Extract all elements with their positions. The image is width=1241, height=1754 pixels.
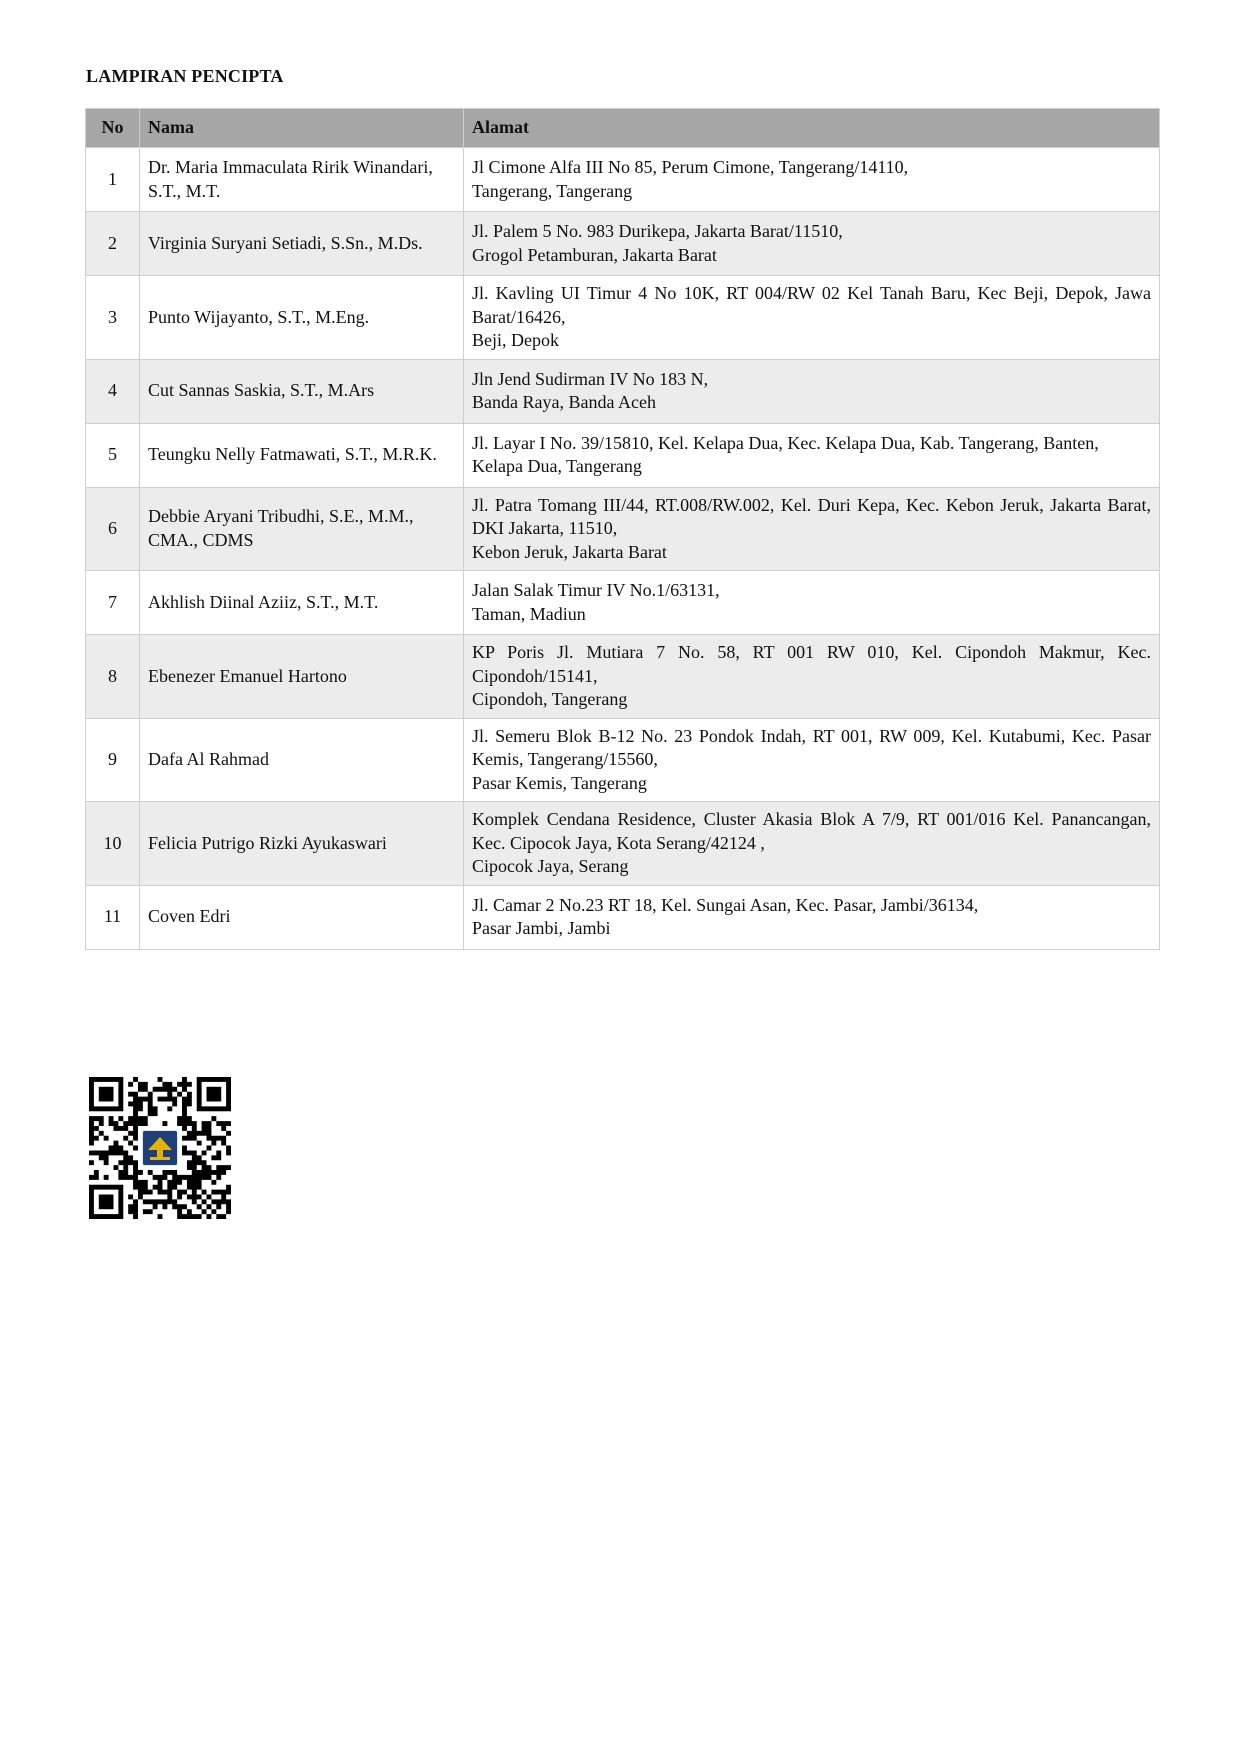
qr-finder-pattern [197, 1077, 231, 1111]
table-row [86, 635, 1160, 719]
address-line: Pasar Jambi, Jambi [472, 918, 611, 938]
address-line: Jl. Layar I No. 39/15810, Kel. Kelapa Dua, Kec. Kelapa Dua, Kab. Tangerang, Banten, [472, 432, 1099, 453]
table-header-row [86, 109, 1160, 148]
cell-alamat [464, 212, 1160, 276]
table-row [86, 802, 1160, 886]
cell-no: 2 [86, 212, 140, 276]
address-line: Cipocok Jaya, Serang [472, 856, 629, 876]
address-line: Jalan Salak Timur IV No.1/63131, [472, 580, 720, 600]
cell-nama: Virginia Suryani Setiadi, S.Sn., M.Ds. [140, 212, 464, 276]
cell-alamat [464, 635, 1160, 719]
address-line: Taman, Madiun [472, 603, 586, 624]
address-line: Jl. Patra Tomang III/44, RT.008/RW.002, Kel. Duri Kepa, Kec. Kebon Jeruk, Jakarta Barat, DKI Jakarta, 11510, [472, 494, 1151, 538]
cell-nama: Ebenezer Emanuel Hartono [140, 635, 464, 719]
address-line: KP Poris Jl. Mutiara 7 No. 58, RT 001 RW 010, Kel. Cipondoh Makmur, Kec. Cipondoh/15141, [472, 642, 1151, 686]
institution-emblem-icon [140, 1128, 179, 1167]
cell-alamat [464, 487, 1160, 571]
address-line: Jl. Camar 2 No.23 RT 18, Kel. Sungai Asan, Kec. Pasar, Jambi/36134, [472, 894, 979, 915]
table-row [86, 885, 1160, 949]
address-line: Kebon Jeruk, Jakarta Barat [472, 541, 667, 562]
cell-nama: Akhlish Diinal Aziiz, S.T., M.T. [140, 571, 464, 635]
address-line: Jl Cimone Alfa III No 85, Perum Cimone, Tangerang/14110, [472, 157, 909, 177]
table-row [86, 212, 1160, 276]
table-body [86, 148, 1160, 950]
cell-alamat [464, 718, 1160, 802]
address-line: Banda Raya, Banda Aceh [472, 392, 656, 412]
table-row [86, 148, 1160, 212]
cell-no: 5 [86, 423, 140, 487]
qr-finder-pattern [89, 1185, 123, 1219]
cell-alamat [464, 802, 1160, 886]
cell-nama: Teungku Nelly Fatmawati, S.T., M.R.K. [140, 423, 464, 487]
table-row [86, 718, 1160, 802]
column-header-alamat: Alamat [464, 109, 1160, 148]
cell-no: 1 [86, 148, 140, 212]
cell-nama: Felicia Putrigo Rizki Ayukaswari [140, 802, 464, 886]
address-line: Cipondoh, Tangerang [472, 689, 628, 709]
address-line: Tangerang, Tangerang [472, 180, 633, 201]
address-line: Jl. Palem 5 No. 983 Durikepa, Jakarta Barat/11510, [472, 221, 843, 241]
address-line: Grogol Petamburan, Jakarta Barat [472, 244, 717, 265]
cell-alamat [464, 276, 1160, 360]
page-title: LAMPIRAN PENCIPTA [86, 66, 284, 86]
cell-nama: Cut Sannas Saskia, S.T., M.Ars [140, 359, 464, 423]
address-line: Kelapa Dua, Tangerang [472, 456, 642, 476]
cell-nama: Dr. Maria Immaculata Ririk Winandari, S.T., M.T. [140, 148, 464, 212]
cell-no: 3 [86, 276, 140, 360]
table-row [86, 276, 1160, 360]
cell-no: 4 [86, 359, 140, 423]
cell-no: 8 [86, 635, 140, 719]
column-header-nama: Nama [140, 109, 464, 148]
cell-alamat [464, 423, 1160, 487]
cell-alamat [464, 148, 1160, 212]
table-row [86, 571, 1160, 635]
cell-no: 10 [86, 802, 140, 886]
cell-no: 11 [86, 885, 140, 949]
qr-finder-pattern [89, 1077, 123, 1111]
cell-no: 6 [86, 487, 140, 571]
qr-code [89, 1077, 231, 1219]
table-row [86, 487, 1160, 571]
address-line: Jl. Kavling UI Timur 4 No 10K, RT 004/RW 02 Kel Tanah Baru, Kec Beji, Depok, Jawa Barat/16426, [472, 283, 1151, 327]
address-line: Jln Jend Sudirman IV No 183 N, [472, 368, 709, 389]
creators-table [85, 108, 1160, 950]
address-line: Pasar Kemis, Tangerang [472, 772, 647, 793]
cell-alamat [464, 571, 1160, 635]
cell-nama: Debbie Aryani Tribudhi, S.E., M.M., CMA., CDMS [140, 487, 464, 571]
table-row [86, 423, 1160, 487]
address-line: Komplek Cendana Residence, Cluster Akasia Blok A 7/9, RT 001/016 Kel. Panancangan, Kec. Cipocok Jaya, Kota Serang/42124 , [472, 809, 1151, 853]
table-row [86, 359, 1160, 423]
cell-nama: Coven Edri [140, 885, 464, 949]
address-line: Beji, Depok [472, 330, 559, 350]
address-line: Jl. Semeru Blok B-12 No. 23 Pondok Indah, RT 001, RW 009, Kel. Kutabumi, Kec. Pasar Kemis, Tangerang/15560, [472, 725, 1151, 769]
qr-code-icon [89, 1077, 231, 1219]
cell-no: 7 [86, 571, 140, 635]
cell-nama: Punto Wijayanto, S.T., M.Eng. [140, 276, 464, 360]
cell-alamat [464, 885, 1160, 949]
column-header-no: No [86, 109, 140, 148]
cell-alamat [464, 359, 1160, 423]
cell-nama: Dafa Al Rahmad [140, 718, 464, 802]
cell-no: 9 [86, 718, 140, 802]
